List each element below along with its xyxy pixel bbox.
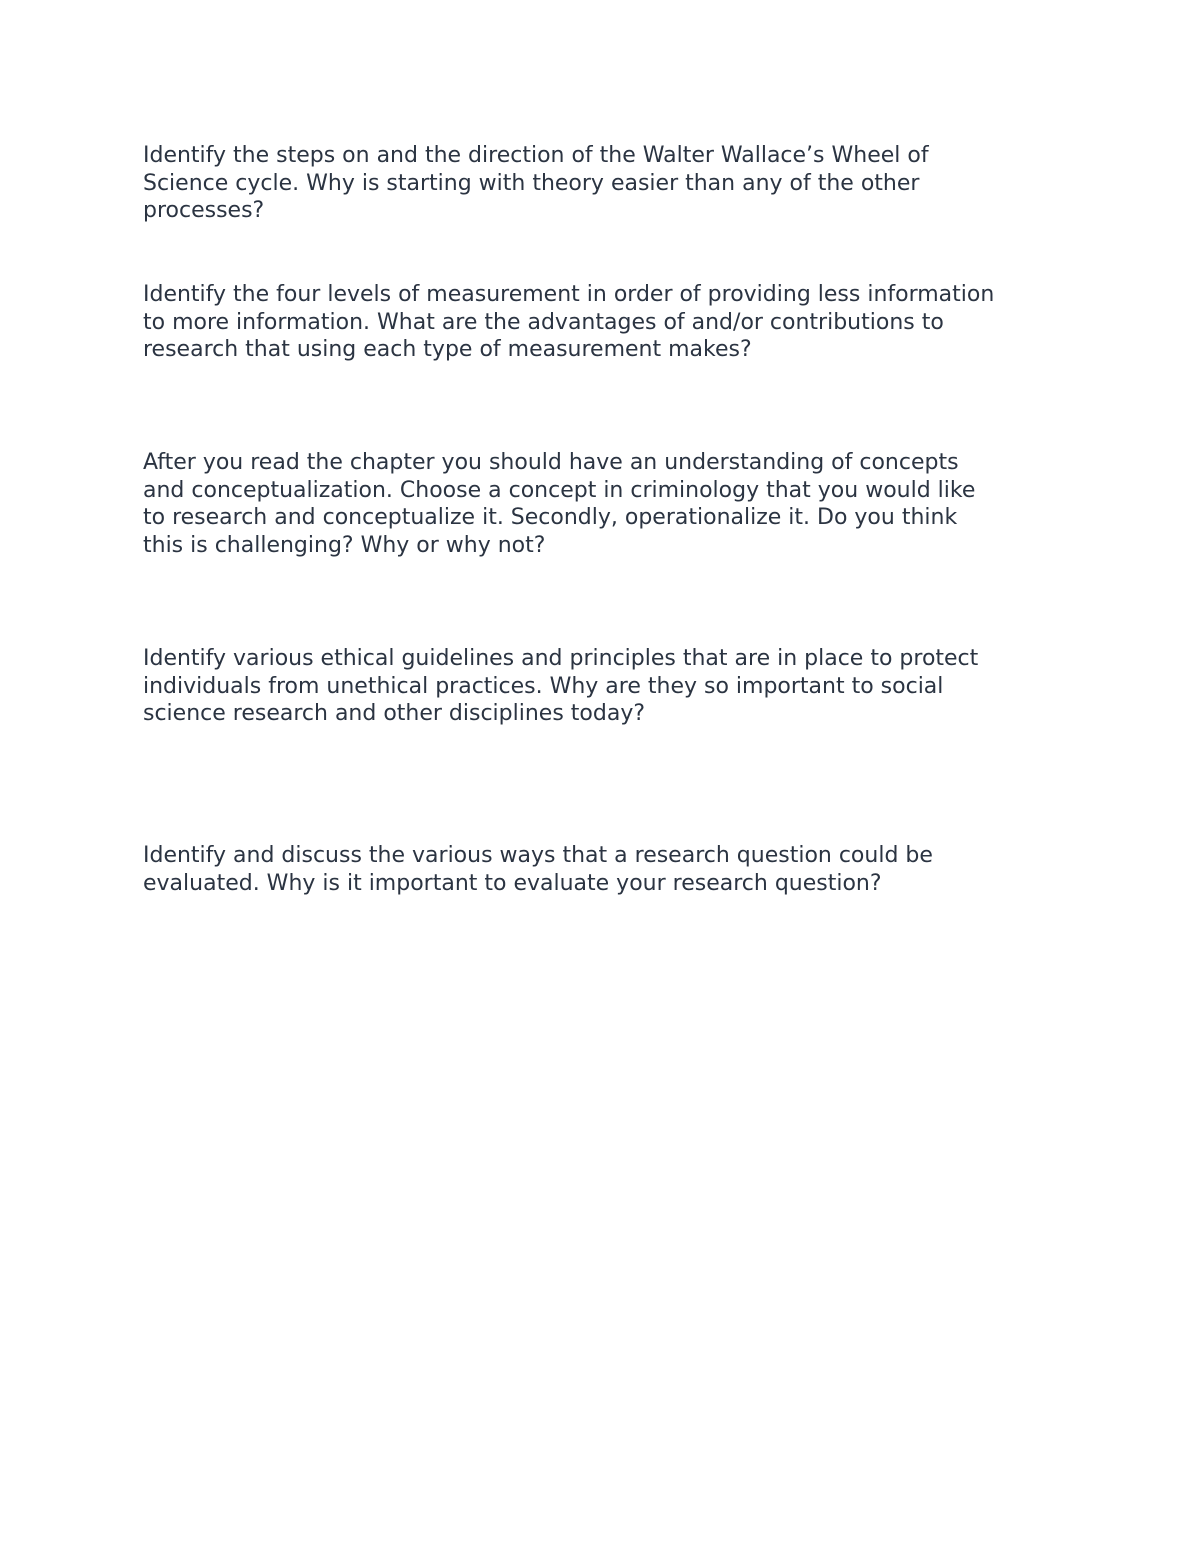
question-paragraph-1: Identify the steps on and the direction of the Walter Wallace’s Wheel of Science cycle. Why is starting with theory easier than any of the other processes? xyxy=(143,143,929,223)
question-paragraph-4: Identify various ethical guidelines and principles that are in place to protect individuals from unethical practices. Why are they so important to social science research and other disciplines today? xyxy=(143,646,979,726)
question-paragraph-2: Identify the four levels of measurement in order of providing less information to more information. What are the advantages of and/or contributions to research that using each type of measurement makes? xyxy=(143,282,995,362)
question-paragraph-5: Identify and discuss the various ways that a research question could be evaluated. Why is it important to evaluate your research question? xyxy=(143,843,933,896)
question-paragraph-3: After you read the chapter you should have an understanding of concepts and conceptualization. Choose a concept in criminology that you would like to research and conceptualize it. Secondly, operationalize it. Do you think this is challenging? Why or why not? xyxy=(143,450,976,558)
